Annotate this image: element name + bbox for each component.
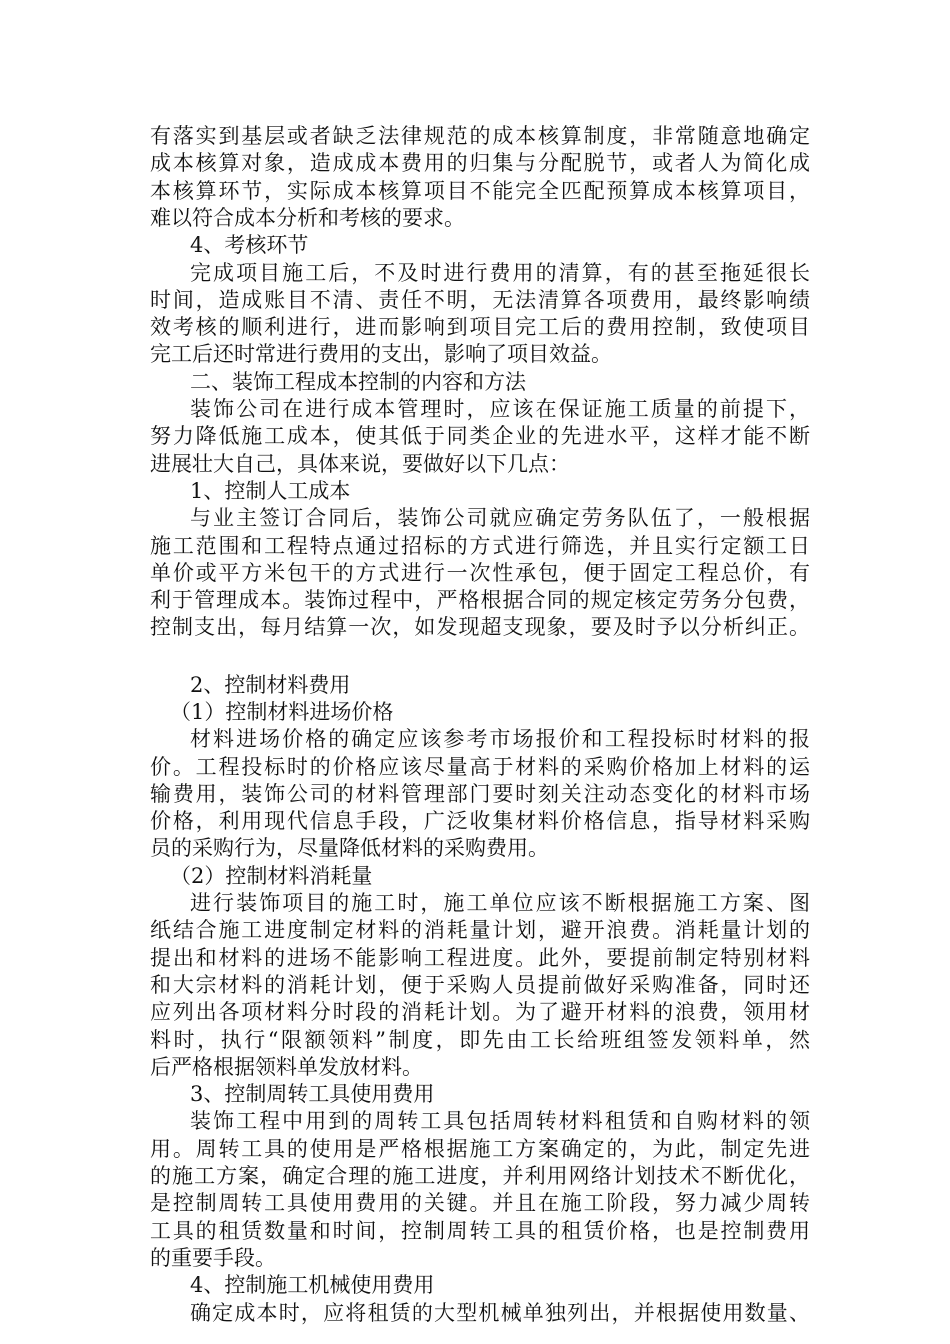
section-heading: 3、控制周转工具使用费用 [190, 1082, 435, 1106]
paragraph-line: 料时，执行“限额领料”制度，即先由工长给班组签发领料单，然 [150, 1028, 810, 1052]
paragraph-first-line: 完成项目施工后，不及时进行费用的清算，有的甚至拖延很长 [190, 261, 810, 285]
section-heading: 1、控制人工成本 [190, 479, 351, 503]
paragraph-line: 本核算环节，实际成本核算项目不能完全匹配预算成本核算项目， [150, 179, 810, 203]
paragraph-first-line: 确定成本时，应将租赁的大型机械单独列出，并根据使用数量、 [190, 1301, 810, 1325]
paragraph-first-line: 与业主签订合同后，装饰公司就应确定劳务队伍了，一般根据 [190, 506, 810, 530]
paragraph-line: 完工后还时常进行费用的支出，影响了项目效益。 [150, 342, 612, 366]
paragraph-line: 难以符合成本分析和考核的要求。 [150, 206, 465, 230]
paragraph-first-line: 装饰公司在进行成本管理时，应该在保证施工质量的前提下， [190, 397, 810, 421]
paragraph-line: 控制支出，每月结算一次，如发现超支现象，要及时予以分析纠正。 [150, 615, 810, 639]
paragraph-line: 后严格根据领料单发放材料。 [150, 1055, 423, 1079]
paragraph-line: 效考核的顺利进行，进而影响到项目完工后的费用控制，致使项目 [150, 315, 810, 339]
paragraph-line: 应列出各项材料分时段的消耗计划。为了避开材料的浪费，领用材 [150, 1000, 810, 1024]
paragraph-line: 施工范围和工程特点通过招标的方式进行筛选，并且实行定额工日 [150, 534, 810, 558]
paragraph-line: 输费用，装饰公司的材料管理部门要时刻关注动态变化的材料市场 [150, 782, 810, 806]
subsection-heading: （2）控制材料消耗量 [170, 864, 373, 888]
paragraph-line: 的重要手段。 [150, 1246, 276, 1270]
paragraph-line: 是控制周转工具使用费用的关键。并且在施工阶段，努力减少周转 [150, 1191, 810, 1215]
paragraph-line: 单价或平方米包干的方式进行一次性承包，便于固定工程总价，有 [150, 561, 810, 585]
paragraph-line: 和大宗材料的消耗计划，便于采购人员提前做好采购准备，同时还 [150, 973, 810, 997]
section-heading: 二、装饰工程成本控制的内容和方法 [190, 370, 526, 394]
paragraph-first-line: 装饰工程中用到的周转工具包括周转材料租赁和自购材料的领 [190, 1109, 810, 1133]
paragraph-line: 提出和材料的进场不能影响工程进度。此外，要提前制定特别材料 [150, 946, 810, 970]
paragraph-line: 价格，利用现代信息手段，广泛收集材料价格信息，指导材料采购 [150, 809, 810, 833]
section-heading: 2、控制材料费用 [190, 673, 351, 697]
paragraph-line: 努力降低施工成本，使其低于同类企业的先进水平，这样才能不断 [150, 424, 810, 448]
paragraph-line: 利于管理成本。装饰过程中，严格根据合同的规定核定劳务分包费， [150, 588, 810, 612]
paragraph-line: 员的采购行为，尽量降低材料的采购费用。 [150, 836, 549, 860]
paragraph-line: 用。周转工具的使用是严格根据施工方案确定的，为此，制定先进 [150, 1137, 810, 1161]
paragraph-first-line: 材料进场价格的确定应该参考市场报价和工程投标时材料的报 [190, 727, 810, 751]
paragraph-line: 时间，造成账目不清、责任不明，无法清算各项费用，最终影响绩 [150, 288, 810, 312]
paragraph-line: 的施工方案，确定合理的施工进度，并利用网络计划技术不断优化， [150, 1164, 810, 1188]
paragraph-line: 有落实到基层或者缺乏法律规范的成本核算制度，非常随意地确定 [150, 124, 810, 148]
paragraph-line: 纸结合施工进度制定材料的消耗量计划，避开浪费。消耗量计划的 [150, 918, 810, 942]
section-heading: 4、考核环节 [190, 233, 309, 257]
paragraph-line: 工具的租赁数量和时间，控制周转工具的租赁价格，也是控制费用 [150, 1219, 810, 1243]
paragraph-line: 价。工程投标时的价格应该尽量高于材料的采购价格加上材料的运 [150, 755, 810, 779]
section-heading: 4、控制施工机械使用费用 [190, 1273, 435, 1297]
paragraph-line: 进展壮大自己，具体来说，要做好以下几点： [150, 452, 570, 476]
subsection-heading: （1）控制材料进场价格 [170, 700, 394, 724]
paragraph-line: 成本核算对象，造成成本费用的归集与分配脱节，或者人为简化成 [150, 151, 810, 175]
paragraph-first-line: 进行装饰项目的施工时，施工单位应该不断根据施工方案、图 [190, 891, 810, 915]
